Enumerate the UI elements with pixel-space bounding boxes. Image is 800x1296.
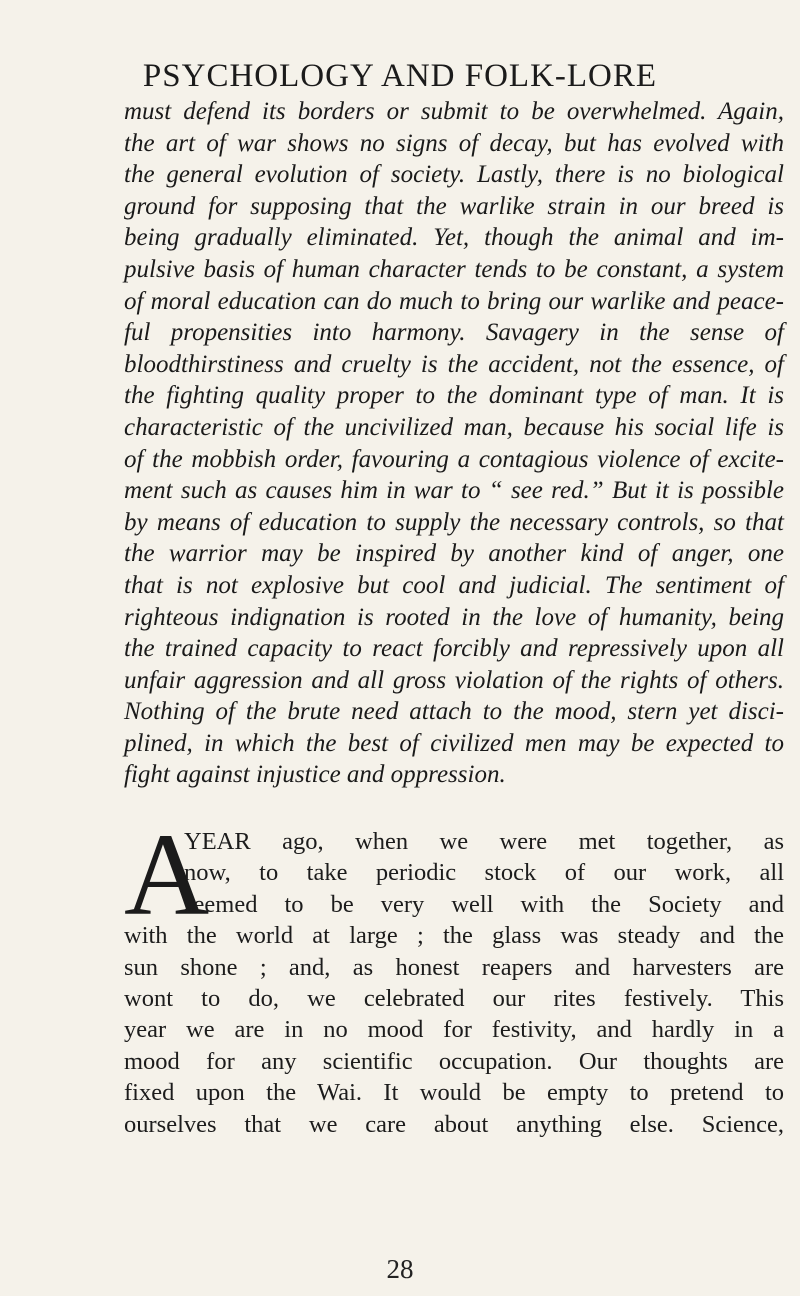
italic-line: the warrior may be inspired by another kind of anger, one [124, 540, 784, 568]
italic-line: the trained capacity to react forcibly and repressively upon all [124, 635, 784, 663]
italic-line: of the mobbish order, favouring a contagious violence of excite- [124, 445, 784, 473]
italic-line: characteristic of the uncivilized man, because his social life is [124, 413, 784, 441]
italic-line: that is not explosive but cool and judicial. The sentiment of [124, 571, 784, 599]
running-head: PSYCHOLOGY AND FOLK-LORE [142, 58, 658, 94]
italic-line: must defend its borders or submit to be overwhelmed. Again, [124, 98, 784, 125]
roman-line: with the world at large ; the glass was steady and the [124, 922, 784, 950]
italic-line: ground for supposing that the warlike strain in our breed is [124, 192, 784, 220]
italic-line: Nothing of the brute need attach to the mood, stern yet disci- [124, 698, 784, 726]
italic-line: bloodthirstiness and cruelty is the accident, not the essence, of [124, 350, 784, 378]
italic-line: plined, in which the best of civilized men may be expected to [124, 729, 784, 757]
roman-line: wont to do, we celebrated our rites festively. This [124, 984, 784, 1012]
roman-line: seemed to be very well with the Society and [184, 890, 784, 918]
italic-line: of moral education can do much to bring our warlike and peace- [124, 287, 784, 315]
italic-line: the general evolution of society. Lastly, there is no biological [124, 161, 784, 189]
italic-line: ful propensities into harmony. Savagery in the sense of [124, 319, 784, 347]
italic-line: the fighting quality proper to the dominant type of man. It is [124, 382, 784, 410]
italic-line: the art of war shows no signs of decay, but has evolved with [124, 129, 784, 157]
roman-line: year we are in no mood for festivity, and hardly in a [124, 1016, 784, 1044]
italic-line: being gradually eliminated. Yet, though the animal and im- [124, 224, 784, 252]
drop-cap: A [124, 809, 210, 940]
italic-line: righteous indignation is rooted in the love of humanity, being [124, 603, 784, 631]
roman-line: YEAR ago, when we were met together, as [184, 828, 784, 855]
italic-paragraph [124, 96, 784, 791]
roman-line: now, to take periodic stock of our work, all [184, 859, 784, 887]
roman-line: sun shone ; and, as honest reapers and harvesters are [124, 953, 784, 981]
roman-line: mood for any scientific occupation. Our thoughts are [124, 1047, 784, 1075]
italic-line: pulsive basis of human character tends to be constant, a system [124, 255, 784, 283]
roman-line: fixed upon the Wai. It would be empty to pretend to [124, 1079, 784, 1107]
italic-line: ment such as causes him in war to “ see red.” But it is possible [124, 477, 784, 505]
italic-line: fight against injustice and oppression. [124, 761, 506, 789]
italic-line: unfair aggression and all gross violation of the rights of others. [124, 666, 784, 694]
roman-paragraph [124, 809, 784, 1140]
page-number: 28 [386, 1254, 414, 1284]
roman-line: ourselves that we care about anything else. Science, [124, 1110, 784, 1138]
italic-line: by means of education to supply the necessary controls, so that [124, 508, 784, 536]
